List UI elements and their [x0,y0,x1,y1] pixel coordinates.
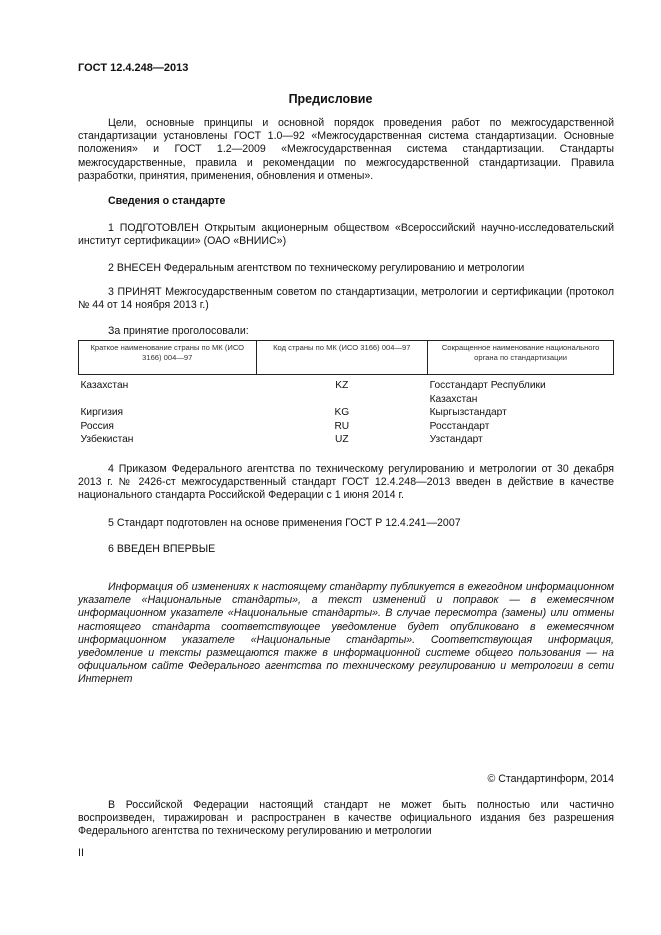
vote-label-text: За принятие проголосовали: [108,325,249,337]
info-note-text: Информация об изменениях к настоящему стандарту публикуется в ежегодном информационном указателе «Национальные стандарты», а текст изменений и поправок — в ежемесячном информационном указателе «Национальные стандарты». В случае пересмотра (замены) или отмены настоящего стандарта соответствующее уведомление будет опубликовано в ежемесячном информационном указателе «Национальные стандарты». Соответствующая информация, уведомление и тексты размещаются также в информационной системе общего пользования — на официальном сайте Федерального агентства по техническому регулированию и метрологии в сети Интернет [78,581,614,686]
item-3 [78,286,614,312]
item-6-text: 6 ВВЕДЕН ВПЕРВЫЕ [108,543,216,555]
header-code [256,341,428,375]
cell-code: RU [334,420,350,432]
header-country-text: Краткое наименование страны по МК (ИСО 3166) 004—97 [90,343,245,362]
legal-note-text: В Российской Федерации настоящий стандарт не может быть полностью или частично воспроизведен, тиражирован и распространен в качестве официального издания без разрешения Федерального агентства по техническому регулированию и метрологии [78,799,614,838]
item-1-text: 1 ПОДГОТОВЛЕН Открытым акционерным обществом «Всероссийский научно-исследовательский институт сертификации» (ОАО «ВНИИС») [78,222,614,248]
section-title: Сведения о стандарте [108,195,226,207]
copyright: © Стандартинформ, 2014 [487,773,614,785]
intro-text: Цели, основные принципы и основной порядок проведения работ по межгосударственной стандартизации установлены ГОСТ 1.0—92 «Межгосударственная система стандартизации. Основные положения» и ГОСТ 1.2—2009 «Межгосударственная система стандартизации. Стандарты межгосударственные, правила и рекомендации по межгосударственной стандартизации. Правила разработки, принятия, применения, обновления и отмены». [78,117,614,182]
header-code-text: Код страны по МК (ИСО 3166) 004—97 [273,343,411,352]
cell-body: Росстандарт [429,420,490,432]
cell-country: Россия [80,420,114,432]
table-row [79,375,614,407]
intro-paragraph [78,117,614,183]
page-title: Предисловие [288,92,373,106]
header-country [79,341,257,375]
item-3-text: 3 ПРИНЯТ Межгосударственным советом по стандартизации, метрологии и сертификации (протокол № 44 от 14 ноября 2013 г.) [78,286,614,312]
vote-table [78,340,614,447]
cell-code: KZ [335,380,349,391]
table-row [79,433,614,447]
table-row [79,420,614,434]
item-5 [78,517,614,530]
item-4-text: 4 Приказом Федерального агентства по техническому регулированию и метрологии от 30 декабря 2013 г. № 2426-ст межгосударственный стандарт ГОСТ 12.4.248—2013 введен в действие в качестве национального стандарта Российской Федерации с 1 июня 2014 г. [78,463,614,502]
vote-table-header [79,341,614,375]
header-body [428,341,614,375]
table-row [79,406,614,420]
item-6 [78,543,614,556]
item-1 [78,222,614,248]
header-body-text: Сокращенное наименование национального органа по стандартизации [441,343,600,362]
cell-code: KG [334,407,350,418]
cell-country: Казахстан [80,380,129,391]
document-number: ГОСТ 12.4.248—2013 [78,62,189,74]
vote-label [78,325,614,338]
cell-body [428,375,614,407]
cell-body: Узстандарт [429,434,483,445]
page-number: II [78,847,84,859]
cell-code: UZ [335,434,349,445]
item-4 [78,463,614,503]
cell-country: Узбекистан [80,434,134,445]
item-2 [78,262,614,275]
item-2-text: 2 ВНЕСЕН Федеральным агентством по техническому регулированию и метрологии [108,262,525,274]
cell-body-text: Госстандарт Республики Казахстан [429,380,546,405]
cell-body: Кыргызстандарт [429,407,507,418]
info-note [78,581,614,687]
legal-note [78,799,614,839]
cell-country: Киргизия [80,407,124,418]
item-5-text: 5 Стандарт подготовлен на основе применения ГОСТ Р 12.4.241—2007 [108,517,461,529]
